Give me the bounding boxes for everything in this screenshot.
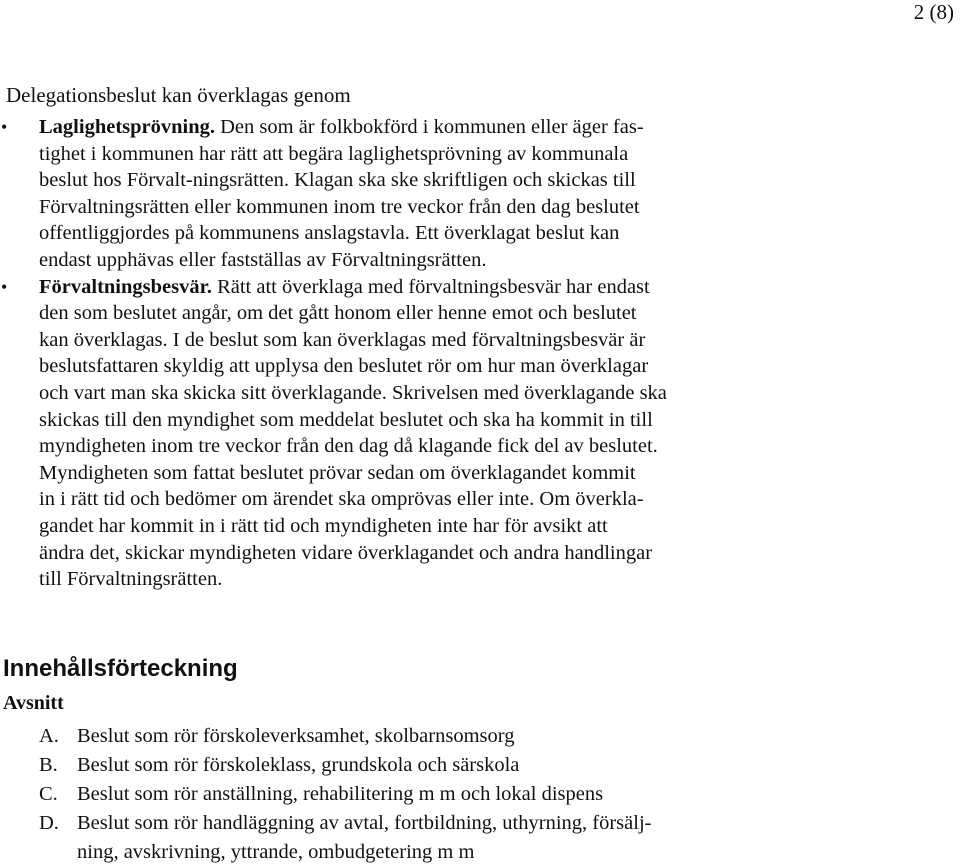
toc-item-letter: C.	[39, 783, 58, 805]
paragraph-line: till Förvaltningsrätten.	[39, 568, 223, 591]
paragraph-line	[39, 114, 799, 141]
toc-item-d	[39, 809, 779, 867]
paragraph-line: Förvaltningsrätten eller kommunen inom tre veckor från den dag beslutet	[39, 195, 640, 218]
bullet-forvaltningsbesvar	[0, 274, 799, 593]
toc-item-b	[39, 751, 779, 780]
toc-item-text: Beslut som rör förskoleklass, grundskola och särskola	[77, 754, 520, 776]
toc-item-c	[39, 780, 779, 809]
toc-item-letter: A.	[39, 725, 59, 747]
line-text: Den som är folkbokförd i kommunen eller äger fas-	[215, 116, 644, 138]
appeal-methods-list	[0, 114, 960, 593]
bullet-lede: Förvaltningsbesvär.	[39, 275, 212, 298]
paragraph-line: beslut hos Förvalt-ningsrätten. Klagan ska ske skriftligen och skickas till	[39, 169, 636, 192]
paragraph-line: Myndigheten som fattat beslutet prövar sedan om överklagandet kommit	[39, 461, 636, 484]
toc-subheading: Avsnitt	[3, 692, 64, 714]
toc-heading: Innehållsförteckning	[3, 655, 238, 682]
toc-item-text: ning, avskrivning, yttrande, ombudgetering m m	[77, 841, 475, 863]
paragraph-line: kan överklagas. I de beslut som kan överklagas med förvaltningsbesvär är	[39, 328, 646, 351]
paragraph-line: beslutsfattaren skyldig att upplysa den beslutet rör om hur man överklagar	[39, 355, 649, 378]
paragraph-line: och vart man ska skicka sitt överklagande. Skrivelsen med överklagande ska	[39, 381, 667, 404]
paragraph-line: gandet har kommit in i rätt tid och myndigheten inte har för avsikt att	[39, 514, 608, 537]
intro-text: Delegationsbeslut kan överklagas genom	[6, 83, 351, 107]
toc-item-letter: D.	[39, 812, 59, 834]
bullet-icon: •	[1, 117, 8, 137]
paragraph-line: myndigheten inom tre veckor från den dag då klagande fick del av beslutet.	[39, 435, 658, 458]
paragraph-line: in i rätt tid och bedömer om ärendet ska omprövas eller inte. Om överkla-	[39, 488, 644, 511]
paragraph-line	[39, 274, 799, 301]
paragraph-line: skickas till den myndighet som meddelat beslutet och ska ha kommit in till	[39, 408, 653, 431]
toc-item-text: Beslut som rör anställning, rehabilitering m m och lokal dispens	[77, 783, 604, 805]
toc-item-letter: B.	[39, 754, 58, 776]
paragraph-line: ändra det, skickar myndigheten vidare överklagandet och andra handlingar	[39, 541, 653, 564]
paragraph-line: endast upphävas eller fastställas av Förvaltningsrätten.	[39, 248, 487, 271]
bullet-icon: •	[1, 276, 8, 297]
bullet-laglighetsprovning	[0, 114, 799, 274]
toc-item-text: Beslut som rör förskoleverksamhet, skolbarnsomsorg	[77, 725, 515, 747]
bullet-lede: Laglighetsprövning.	[39, 116, 215, 138]
toc-item-text: Beslut som rör handläggning av avtal, fortbildning, uthyrning, försälj-	[77, 812, 652, 834]
toc-list	[39, 722, 779, 867]
paragraph-line: tighet i kommunen har rätt att begära laglighetsprövning av kommunala	[39, 142, 629, 165]
toc-item-a	[39, 722, 779, 751]
page-number: 2 (8)	[913, 0, 954, 24]
paragraph-line: den som beslutet angår, om det gått honom eller henne emot och beslutet	[39, 302, 637, 325]
paragraph-line: offentliggjordes på kommunens anslagstavla. Ett överklagat beslut kan	[39, 222, 620, 245]
line-text: Rätt att överklaga med förvaltningsbesvär har endast	[211, 275, 650, 298]
